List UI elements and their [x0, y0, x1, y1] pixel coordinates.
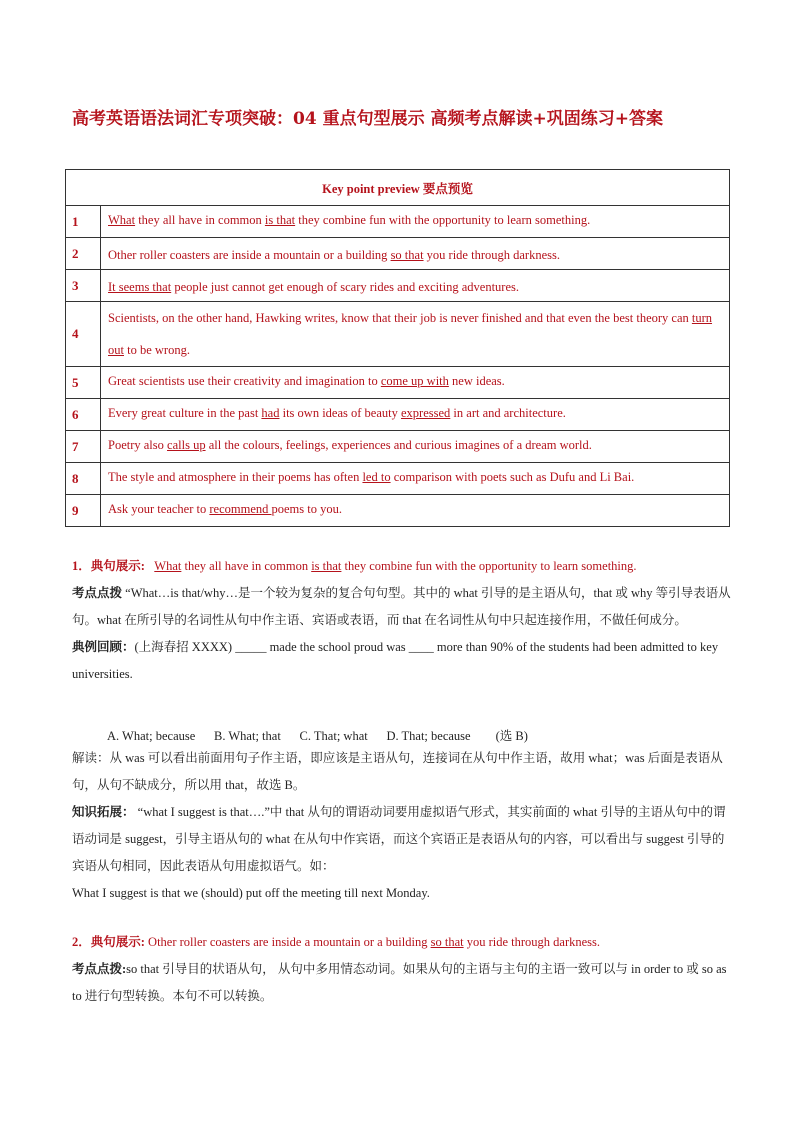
- sentence-text: people just cannot get enough of scary rides and exciting adventures.: [171, 280, 519, 294]
- row-sentence: [101, 495, 730, 527]
- section-1-example-label: 典例回顾：: [72, 640, 135, 654]
- sentence-text: The style and atmosphere in their poems has often: [108, 470, 363, 484]
- sentence-text: Great scientists use their creativity and imagination to: [108, 374, 381, 388]
- key-phrase: recommend: [209, 502, 272, 516]
- section-1-extension-label: 知识拓展：: [72, 805, 135, 819]
- section-2-point: [72, 956, 732, 1010]
- key-phrase: so that: [390, 248, 424, 262]
- sentence-text: new ideas.: [448, 374, 505, 388]
- key-phrase: led to: [362, 470, 391, 484]
- row-sentence: [101, 206, 730, 238]
- key-phrase: is that: [311, 559, 342, 573]
- table-header: Key point preview 要点预览: [66, 170, 730, 206]
- section-1: [72, 553, 732, 688]
- section-1-heading: 1．典句展示:: [72, 559, 145, 573]
- sentence-text: Other roller coasters are inside a mountain or a building: [108, 248, 391, 262]
- sentence-text: they all have in common: [135, 213, 265, 227]
- row-sentence: [101, 270, 730, 302]
- table-row: [66, 463, 730, 495]
- row-number: 6: [66, 399, 101, 431]
- key-phrase: is that: [264, 213, 296, 227]
- table-row: [66, 495, 730, 527]
- table-row: [66, 270, 730, 302]
- row-number: 4: [66, 302, 101, 367]
- key-phrase: had: [261, 406, 280, 420]
- row-sentence: [101, 399, 730, 431]
- sentence-text: its own ideas of beauty: [279, 406, 401, 420]
- key-phrase: turn out: [108, 311, 713, 357]
- section-1-interpretation-text: 从 was 可以看出前面用句子作主语，即应该是主语从句，连接词在从句中作主语，故用 what；was 后面是表语从句，从句不缺成分，所以用 that，故选 B。: [72, 751, 723, 792]
- section-1-extension-text: “what I suggest is that….”中 that 从句的谓语动词要用虚拟语气形式，其实前面的 what 引导的主语从句中的谓语动词是 suggest，引导主语从句的 what 在从句中作宾语，而这个宾语正是表语从句的内容，可以看出与 suggest 引导的宾语从句相同，因此表语从句用虚拟语气。如：: [72, 805, 726, 873]
- key-point-table: [65, 169, 730, 527]
- key-phrase: calls up: [167, 438, 206, 452]
- row-number: 1: [66, 206, 101, 238]
- table-row: [66, 399, 730, 431]
- table-row: [66, 367, 730, 399]
- key-phrase: What: [154, 559, 182, 573]
- section-1-point-text: “What…is that/why…是一个较为复杂的复合句句型。其中的 what 引导的是主语从句，that 或 why 等引导表语从句。what 在所引导的名词性从句中作主语、宾语或表语，而 that 在名词性从句中只起连接作用，不做任何成分。: [72, 586, 731, 627]
- key-phrase: It seems that: [108, 280, 172, 294]
- key-phrase: so that: [430, 935, 464, 949]
- key-phrase: come up with: [380, 374, 449, 388]
- section-1-example-text: (上海春招 XXXX) _____ made the school proud was ____ more than 90% of the students had been admitted to key universities.: [72, 640, 719, 681]
- sentence-text: they combine fun with the opportunity to learn something.: [341, 559, 637, 573]
- sentence-text: Ask your teacher to: [108, 502, 210, 516]
- table-row: [66, 302, 730, 367]
- section-2-sentence: [72, 929, 732, 956]
- section-1-example: [72, 634, 732, 688]
- row-number: 3: [66, 270, 101, 302]
- table-header-row: [66, 170, 730, 206]
- section-1-interpretation-label: 解读：: [72, 751, 110, 765]
- sentence-text: to be wrong.: [123, 343, 190, 357]
- row-number: 9: [66, 495, 101, 527]
- row-sentence: [101, 367, 730, 399]
- section-2-point-text: so that 引导目的状语从句， 从句中多用情态动词。如果从句的主语与主句的主语一致可以与 in order to 或 so as to 进行句型转换。本句不可以转换。: [72, 962, 727, 1003]
- table-row: [66, 238, 730, 270]
- section-1-point-label: 考点点拨: [72, 586, 123, 600]
- page-title: 高考英语语法词汇专项突破：04 重点句型展示 高频考点解读+巩固练习+答案: [72, 109, 663, 129]
- section-1-key-sentence: [154, 559, 636, 573]
- section-2: [72, 929, 732, 1010]
- row-number: 8: [66, 463, 101, 495]
- sentence-text: you ride through darkness.: [423, 248, 560, 262]
- sentence-text: you ride through darkness.: [463, 935, 601, 949]
- section-1-extension: [72, 799, 732, 880]
- section-1-options: A. What; because B. What; that C. That; what D. That; because (选 B): [107, 729, 528, 743]
- table-row: [66, 206, 730, 238]
- row-sentence: [101, 463, 730, 495]
- section-1-sentence: [72, 553, 732, 580]
- sentence-text: Other roller coasters are inside a mountain or a building: [144, 935, 431, 949]
- sentence-text: Poetry also: [108, 438, 168, 452]
- sentence-text: in art and architecture.: [450, 406, 566, 420]
- section-2-heading: 2．典句展示:: [72, 935, 145, 949]
- key-phrase: What: [108, 213, 136, 227]
- section-1-analysis: [72, 745, 732, 907]
- section-1-point: [72, 580, 732, 634]
- sentence-text: they all have in common: [181, 559, 312, 573]
- row-sentence: [101, 302, 730, 367]
- row-sentence: [101, 431, 730, 463]
- section-2-key-sentence: [145, 935, 600, 949]
- sentence-text: they combine fun with the opportunity to learn something.: [295, 213, 591, 227]
- row-sentence: [101, 238, 730, 270]
- row-number: 5: [66, 367, 101, 399]
- sentence-text: comparison with poets such as Dufu and Li Bai.: [390, 470, 635, 484]
- section-1-interpretation: [72, 745, 732, 799]
- section-1-example-sentence: What I suggest is that we (should) put off the meeting till next Monday.: [72, 886, 430, 900]
- row-number: 7: [66, 431, 101, 463]
- section-2-point-label: 考点点拨:: [72, 962, 127, 976]
- sentence-text: Every great culture in the past: [108, 406, 262, 420]
- table-row: [66, 431, 730, 463]
- row-number: 2: [66, 238, 101, 270]
- key-phrase: expressed: [401, 406, 451, 420]
- sentence-text: all the colours, feelings, experiences and curious imagines of a dream world.: [205, 438, 592, 452]
- sentence-text: Scientists, on the other hand, Hawking writes, know that their job is never finished and that even the best theory can: [108, 311, 692, 325]
- sentence-text: poems to you.: [271, 502, 342, 516]
